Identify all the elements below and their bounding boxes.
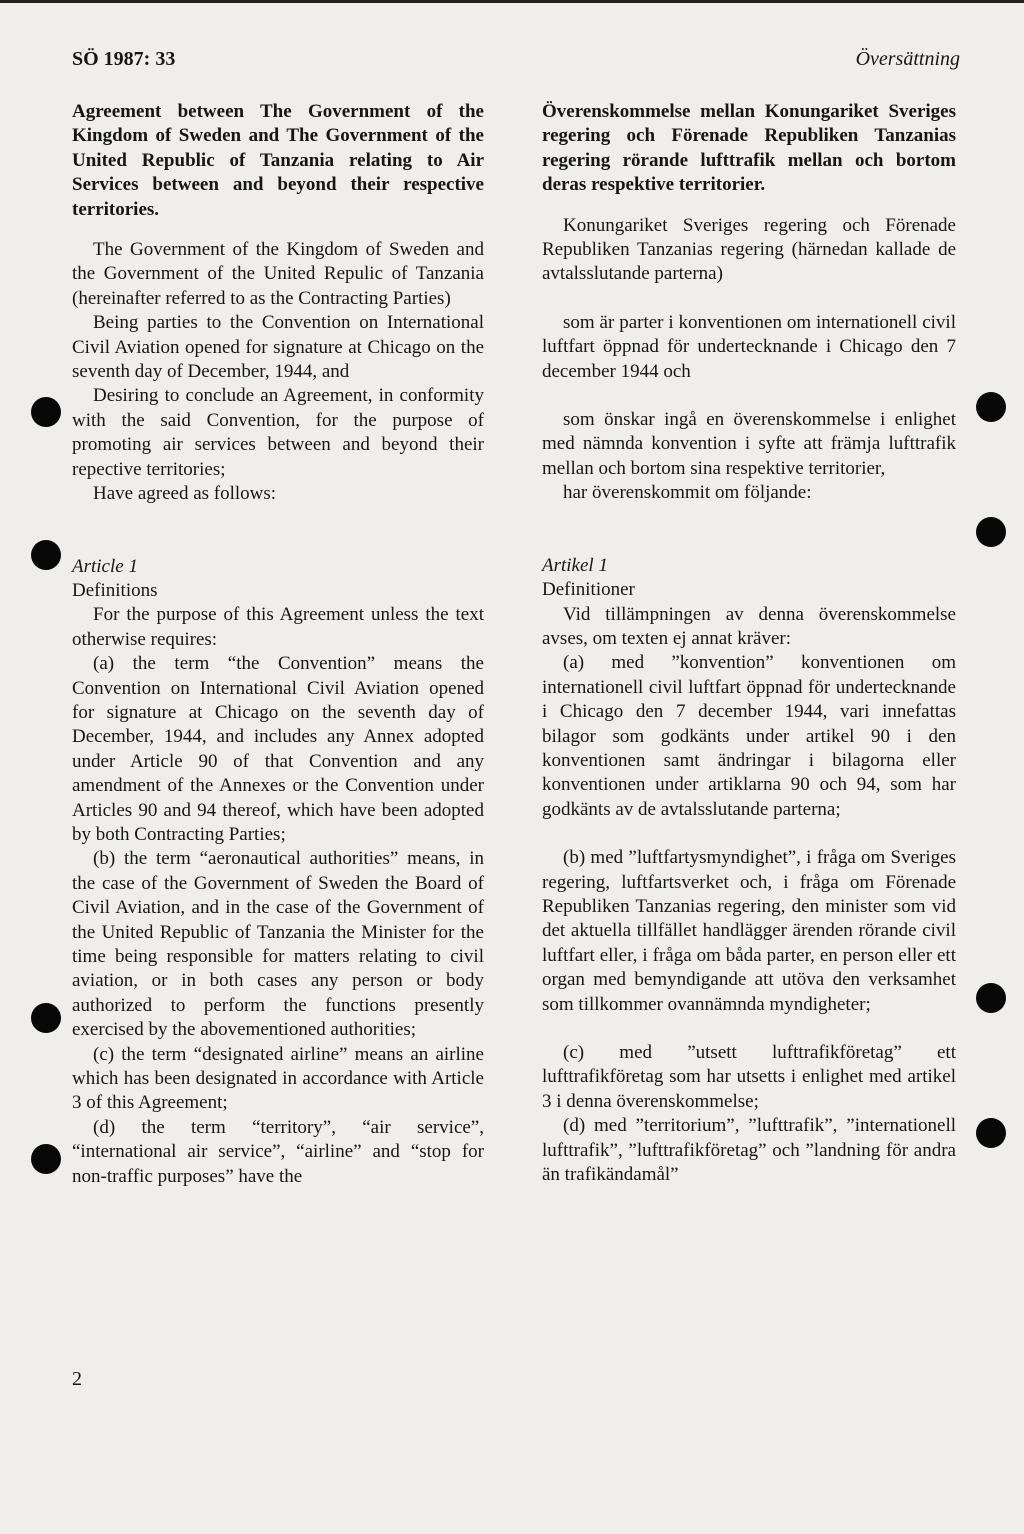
swedish-article-intro: Vid tillämpningen av denna överenskommelse avses, om texten ej annat kräver: <box>542 603 956 649</box>
swedish-item-d: (d) med ”territorium”, ”lufttrafik”, ”internationell lufttrafik”, ”lufttrafikföretag” och ”landning för andra än trafikändamål” <box>542 1115 956 1186</box>
punch-hole-right-1 <box>976 392 1006 422</box>
punch-hole-right-2 <box>976 517 1006 547</box>
swedish-article-title: Artikel 1 <box>542 554 608 576</box>
english-item-a: (a) the term “the Convention” means the Convention on International Civil Aviation opened for signature at Chicago on the seventh day of December, 1944, and includes any Annex adopted under Article 90 of that Convention and any amendment of the Annexes or the Convention under Articles 90 and 94 thereof, which have been adopted by both Contracting Parties; <box>72 653 484 845</box>
top-border <box>0 0 1024 3</box>
english-preamble-1: The Government of the Kingdom of Sweden and the Government of the United Repulic of Tanzania (hereinafter referred to as the Contracting Parties) <box>72 239 484 309</box>
english-preamble-4: Have agreed as follows: <box>93 483 277 505</box>
swedish-title: Överenskommelse mellan Konungariket Sveriges regering och Förenade Republiken Tanzanias regering rörande lufttrafik mellan och bortom deras respektive territorier. <box>542 101 956 196</box>
swedish-article-subtitle: Definitioner <box>542 579 635 601</box>
swedish-item-a: (a) med ”konvention” konventionen om internationell civil luftfart öppnad för undertecknande i Chicago den 7 december 1944, vari innefattas bilagor som godkänts under artikel 90 i den konventionen samt ändringar i bilagorna eller konventionen under artiklarna 90 och 94, som har godkänts av de avtalsslutande parterna; <box>542 652 956 820</box>
punch-hole-right-3 <box>976 983 1006 1013</box>
swedish-preamble-1: Konungariket Sveriges regering och Förenade Republiken Tanzanias regering (härnedan kallade de avtalsslutande parterna) <box>542 214 956 285</box>
punch-hole-left-4 <box>31 1144 61 1174</box>
swedish-preamble-3: som önskar ingå en överenskommelse i enlighet med nämnda konvention i syfte att främja lufttrafik mellan och bortom sina respektive territorier, <box>542 409 956 479</box>
page-number: 2 <box>72 1368 82 1390</box>
english-preamble-2: Being parties to the Convention on International Civil Aviation opened for signature at Chicago on the seventh day of December, 1944, and <box>72 312 484 383</box>
english-preamble-3: Desiring to conclude an Agreement, in conformity with the said Convention, for the purpose of promoting air services between and beyond their repective territories; <box>72 385 484 480</box>
english-item-d: (d) the term “territory”, “air service”, “international air service”, “airline” and “stop for non-traffic purposes” have the <box>72 1116 484 1187</box>
swedish-column <box>542 100 956 1187</box>
english-article-intro: For the purpose of this Agreement unless the text otherwise requires: <box>72 604 484 650</box>
english-article-title: Article 1 <box>72 555 138 577</box>
swedish-item-c: (c) med ”utsett lufttrafikföretag” ett lufttrafikföretag som har utsetts i enlighet med artikel 3 i denna överenskommelse; <box>542 1042 956 1112</box>
english-item-c: (c) the term “designated airline” means an airline which has been designated in accordance with Article 3 of this Agreement; <box>72 1043 484 1114</box>
punch-hole-right-4 <box>976 1118 1006 1148</box>
punch-hole-left-1 <box>31 397 61 427</box>
punch-hole-left-2 <box>31 540 61 570</box>
swedish-item-b: (b) med ”luftfartysmyndighet”, i fråga om Sveriges regering, luftfartsverket och, i fråga om Förenade Republiken Tanzanias regering, den minister som vid det aktuella tillfället handlägger ärenden rörande civil luftfart eller, i fråga om båda parter, en person eller ett organ med bemyndigande att utöva den verksamhet som tillkommer ovannämnda myndigheter; <box>542 847 956 1015</box>
swedish-preamble-2: som är parter i konventionen om internationell civil luftfart öppnad för undertecknande i Chicago den 7 december 1944 och <box>542 311 956 382</box>
english-article-subtitle: Definitions <box>72 579 158 601</box>
english-title: Agreement between The Government of the Kingdom of Sweden and The Government of the United Republic of Tanzania relating to Air Services between and beyond their respective territories. <box>72 101 484 220</box>
punch-hole-left-3 <box>31 1003 61 1033</box>
translation-label: Översättning <box>855 48 960 70</box>
english-item-b: (b) the term “aeronautical authorities” means, in the case of the Government of Sweden the Board of Civil Aviation, and in the case of the Government of the United Republic of Tanzania the Minister for the time being responsible for matters relating to civil aviation, or in both cases any person or body authorized to perform the functions presently exercised by the abovementioned authorities; <box>72 848 484 1041</box>
swedish-preamble-4: har överenskommit om följande: <box>563 482 812 504</box>
document-reference: SÖ 1987: 33 <box>72 48 176 70</box>
english-column <box>72 100 484 1189</box>
